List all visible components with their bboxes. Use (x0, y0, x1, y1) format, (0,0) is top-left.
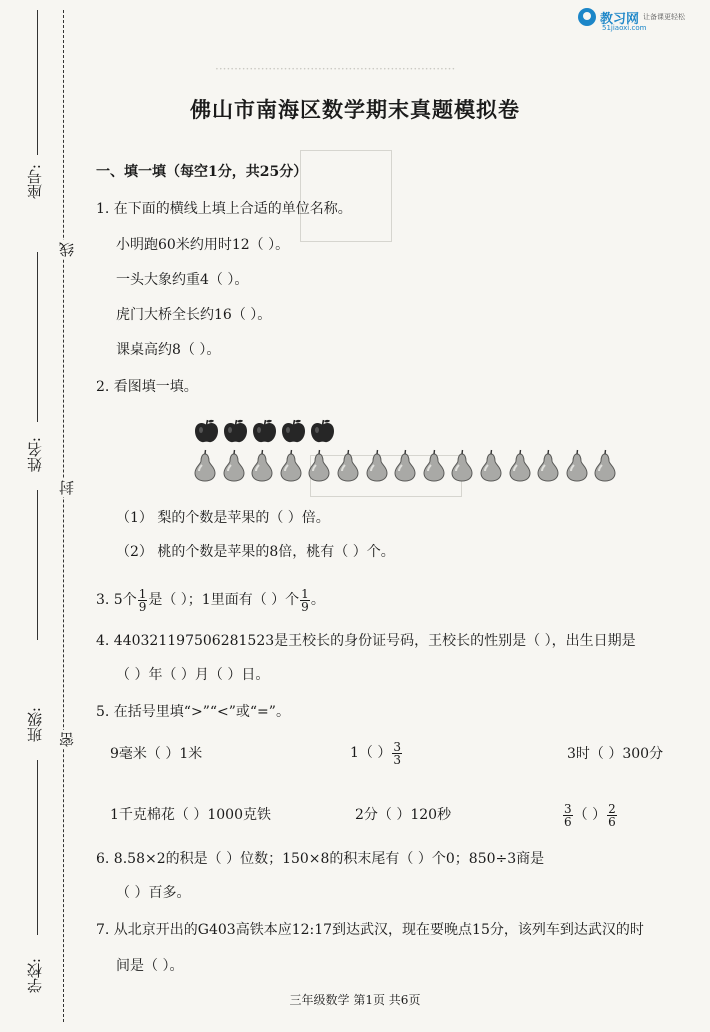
q7-line-1: 7. 从北京开出的G403高铁本应12:17到达武汉，现在要晚点15分，该列车到达武汉的时 (96, 922, 644, 938)
pear-icon (565, 449, 589, 482)
pear (393, 449, 417, 486)
apple (193, 418, 220, 448)
apple-icon (280, 418, 307, 444)
fraction-numerator: 3 (564, 801, 572, 816)
seat-label: 座号: (26, 164, 44, 200)
fraction-denominator: 9 (138, 599, 147, 614)
pear (307, 449, 331, 486)
logo-slogan: 让备课更轻松 (643, 13, 686, 21)
pear-icon (508, 449, 532, 482)
apple (222, 418, 249, 448)
pear (336, 449, 360, 486)
pear-icon (307, 449, 331, 482)
apple-icon (193, 418, 220, 444)
page-title: 佛山市南海区数学期末真题模拟卷 (190, 97, 520, 122)
apple (280, 418, 307, 448)
fraction-denominator: 3 (393, 752, 401, 767)
q2-part-1: （1） 梨的个数是苹果的（ ）倍。 (116, 510, 330, 526)
fraction-two-sixths (607, 803, 617, 828)
pear-icon (365, 449, 389, 482)
pear-icon (250, 449, 274, 482)
pear (279, 449, 303, 486)
q2-stem: 2. 看图填一填。 (96, 379, 198, 395)
binding-dashed-line (63, 10, 64, 1022)
q3-end: 。 (310, 592, 325, 608)
fraction-three-sixths (563, 803, 573, 828)
pear (565, 449, 589, 486)
q1-item-a: 小明跑60米约用时12（ ）。 (116, 237, 290, 253)
fraction-one-ninth (138, 588, 148, 613)
q5-compare-5: 2分（ ）120秒 (355, 807, 452, 823)
school-label: 学校: (26, 958, 44, 994)
apple-icon (309, 418, 336, 444)
q7-line-2: 间是（ ）。 (116, 958, 184, 974)
q3-line (96, 585, 325, 615)
apple (309, 418, 336, 448)
q5-compare-2-text: 1（ ） (350, 745, 392, 761)
q5-compare-1: 9毫米（ ）1米 (110, 746, 203, 762)
pear (593, 449, 617, 486)
seal-mark-mi: 密 (58, 732, 76, 747)
pear (479, 449, 503, 486)
q4-line-2: （ ）年（ ）月（ ）日。 (116, 667, 270, 683)
pear (193, 449, 217, 486)
fraction-numerator: 1 (301, 586, 309, 601)
name-label: 姓名: (26, 437, 44, 473)
pear-icon (593, 449, 617, 482)
logo-name: 教习网 (600, 11, 640, 27)
q6-line-1: 6. 8.58×2的积是（ ）位数；150×8的积末尾有（ ）个0；850÷3商是 (96, 851, 545, 867)
pear (422, 449, 446, 486)
school-blank-line (37, 760, 38, 935)
pear-icon (479, 449, 503, 482)
pear-icon (222, 449, 246, 482)
class-blank-line (37, 490, 38, 640)
q1-stem: 1. 在下面的横线上填上合适的单位名称。 (96, 201, 352, 217)
pear-icon (393, 449, 417, 482)
pear (450, 449, 474, 486)
q3-mid: 是（ ）；1里面有（ ）个 (148, 592, 300, 608)
apple (251, 418, 278, 448)
q5-compare-2 (350, 738, 403, 768)
logo-icon (578, 8, 596, 26)
pear-icon (422, 449, 446, 482)
pear (222, 449, 246, 486)
fraction-denominator: 9 (301, 599, 309, 614)
q5-compare-4: 1千克棉花（ ）1000克铁 (110, 807, 271, 823)
pear-icon (193, 449, 217, 482)
page-footer: 三年级数学 第1页 共6页 (289, 993, 421, 1007)
q1-item-c: 虎门大桥全长约16（ ）。 (116, 307, 272, 323)
pear-icon (336, 449, 360, 482)
section-heading: 一、填一填（每空1分，共25分） (96, 164, 308, 180)
q2-part-2: （2） 桃的个数是苹果的8倍，桃有（ ）个。 (116, 544, 395, 560)
q5-compare-3: 3时（ ）300分 (567, 746, 664, 762)
apple-icon (251, 418, 278, 444)
site-logo (578, 6, 686, 32)
class-label: 班级: (26, 707, 44, 743)
pear-row (193, 449, 622, 486)
pear-icon (450, 449, 474, 482)
pear (536, 449, 560, 486)
q3-pre: 3. 5个 (96, 592, 137, 608)
fraction-one-ninth (300, 588, 310, 613)
q1-item-b: 一头大象约重4（ ）。 (116, 272, 249, 288)
fraction-numerator: 2 (608, 801, 616, 816)
fraction-denominator: 6 (608, 814, 616, 829)
apple-icon (222, 418, 249, 444)
logo-url: 51jiaoxi.com (602, 24, 647, 32)
pear (250, 449, 274, 486)
pear (365, 449, 389, 486)
seal-mark-feng: 封 (58, 480, 76, 495)
fraction-denominator: 6 (564, 814, 572, 829)
pear (508, 449, 532, 486)
q5-compare-6-blank: （ ） (573, 807, 607, 823)
q1-item-d: 课桌高约8（ ）。 (116, 342, 221, 358)
fraction-numerator: 1 (138, 586, 147, 601)
pear-icon (279, 449, 303, 482)
name-blank-line (37, 252, 38, 422)
q6-line-2: （ ）百多。 (116, 885, 191, 901)
pear-icon (536, 449, 560, 482)
seat-blank-line (37, 10, 38, 155)
apple-row (193, 418, 338, 448)
fraction-three-thirds (392, 741, 402, 766)
q5-compare-6 (562, 800, 618, 830)
q4-line-1: 4. 440321197506281523是王校长的身份证号码，王校长的性别是（ ），出生日期是 (96, 633, 636, 649)
fraction-numerator: 3 (393, 739, 401, 754)
q5-stem: 5. 在括号里填“>”“<”或“=”。 (96, 704, 290, 720)
seal-mark-xian: 线 (58, 242, 76, 257)
